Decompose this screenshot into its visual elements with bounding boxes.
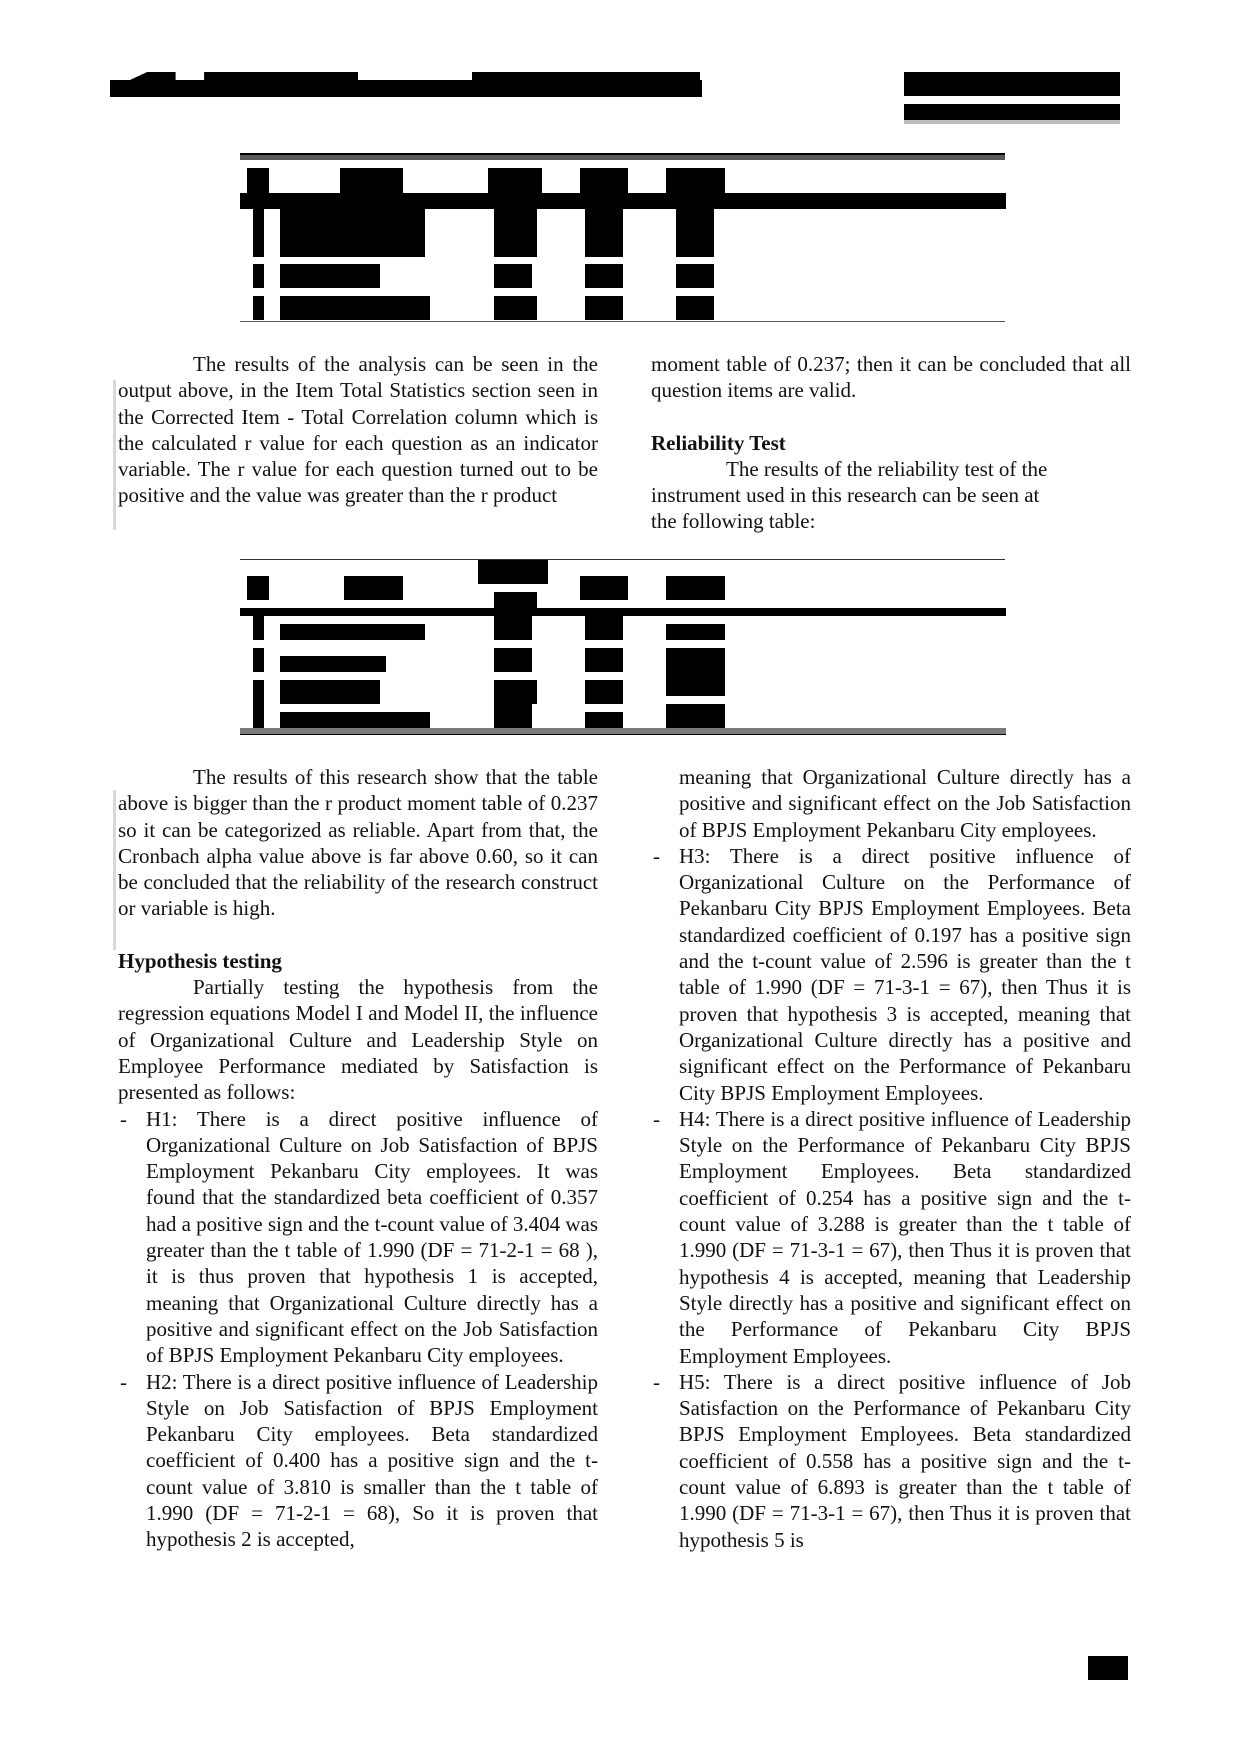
table2-r1-no <box>253 616 264 640</box>
table1-r3-c3 <box>494 296 537 320</box>
issn-subline-fade <box>904 120 1120 124</box>
table2-header-rule <box>240 608 1006 616</box>
table2-r1-c3 <box>494 616 532 640</box>
journal-title-redaction <box>110 80 702 97</box>
hypothesis-testing-heading: Hypothesis testing <box>118 948 282 973</box>
table2-header-cronbach <box>478 560 548 584</box>
table1-header-rule <box>240 193 1006 209</box>
table1-header-col3 <box>488 168 542 193</box>
table2-header-col5 <box>666 576 725 600</box>
table1-r1-c5 <box>676 209 714 257</box>
table1-header-col4 <box>580 168 628 193</box>
table2-r3-c4 <box>585 680 623 704</box>
reliability-intro-line2: the following table: <box>651 509 816 534</box>
hypothesis-item-h3 <box>651 843 1131 1106</box>
hypothesis-item-h1 <box>118 1106 598 1369</box>
table1-r1-no <box>253 209 264 257</box>
list-bullet: - <box>653 1369 660 1394</box>
issn-block-redaction <box>904 72 1120 96</box>
hypothesis-item-h2 <box>118 1369 598 1553</box>
scan-edge-marks-left <box>113 380 116 530</box>
table2-bottom-rule <box>240 728 1006 735</box>
reliability-results-paragraph: The results of this research show that the table above is bigger than the r product moment table of 0.237 so it can be categorized as reliable. Apart from that, the Cronbach alpha value above is far above 0.60, so it can be concluded that the reliability of the research construct or variable is high. <box>118 765 598 921</box>
table2-r1-c4 <box>585 616 623 640</box>
table1-bottom-rule <box>240 321 1005 322</box>
table1-r3-no <box>253 296 264 320</box>
table1-header-no <box>247 168 269 193</box>
hypothesis-text: H3: There is a direct positive influence of Organizational Culture on the Performance of Pekanbaru City BPJS Employment Employees. Beta standardized coefficient of 0.197 has a positive sign and the t-count value of 2.596 is greater than the t table of 1.990 (DF = 71-3-1 = 67), then Thus it is proven that hypothesis 3 is accepted, meaning that Organizational Culture directly has a positive and significant effect on the Performance of Pekanbaru City BPJS Employment Employees. <box>679 843 1131 1105</box>
table1-r2-c3 <box>494 264 532 288</box>
table2-r2-c5 <box>666 648 725 696</box>
table2-r2-no <box>253 648 264 672</box>
list-bullet: - <box>120 1106 127 1131</box>
hypothesis-text: H4: There is a direct positive influence of Leadership Style on the Performance of Pekanbaru City BPJS Employment Employees. Beta standardized coefficient of 0.254 has a positive sign and the t-count value of 3.288 is greater than the t table of 1.990 (DF = 71-3-1 = 67), then Thus it is proven that hypothesis 4 is accepted, meaning that Leadership Style directly has a positive and significant effect on the Performance of Pekanbaru City BPJS Employment Employees. <box>679 1106 1131 1368</box>
table1-r1-c4 <box>585 209 623 257</box>
table2-r4-name <box>280 712 430 728</box>
left-column-bottom <box>118 764 598 1553</box>
table2-r1-name <box>280 624 425 640</box>
hypothesis-item-h5 <box>651 1369 1131 1553</box>
table2-header-no <box>247 576 269 600</box>
table1-r2-name <box>280 264 380 288</box>
table1-r2-c5 <box>676 264 714 288</box>
table2-r4-c3 <box>494 704 532 728</box>
right-column-bottom <box>651 764 1131 1553</box>
table1-r3-name <box>280 296 430 320</box>
list-bullet: - <box>653 1106 660 1131</box>
table2-r4-c5 <box>666 704 725 728</box>
table2-r2-name <box>280 656 386 672</box>
list-bullet: - <box>120 1369 127 1394</box>
table1-r1-name <box>280 209 425 257</box>
table1-top-rule <box>240 153 1005 160</box>
scan-edge-marks-left-2 <box>113 790 116 950</box>
table2-r3-c3 <box>494 680 537 704</box>
table2-header-variable <box>344 576 403 600</box>
table2-r4-c4 <box>585 712 623 728</box>
hypothesis-text: meaning that Organizational Culture directly has a positive and significant effect on the Job Satisfaction of BPJS Employment Pekanbaru City employees. <box>679 765 1131 842</box>
item-total-statistics-paragraph: The results of the analysis can be seen in the output above, in the Item Total Statistics section seen in the Corrected Item - Total Correlation column which is the calculated r value for each question as an indicator variable. The r value for each question turned out to be positive and the value was greater than the r product <box>118 352 598 508</box>
hypothesis-text: H2: There is a direct positive influence of Leadership Style on Job Satisfaction of BPJS Employment Pekanbaru City employees. Beta standardized coefficient of 0.400 has a positive sign and the t-count value of 3.810 is smaller than the t table of 1.990 (DF = 71-2-1 = 68), So it is proven that hypothesis 2 is accepted, <box>146 1369 598 1552</box>
hypothesis-text: H1: There is a direct positive influence of Organizational Culture on Job Satisfaction of BPJS Employment Pekanbaru City employees. It was found that the standardized beta coefficient of 0.357 had a positive sign and the t-count value of 3.404 was greater than the t table of 1.990 (DF = 71-2-1 = 68 ), it is thus proven that hypothesis 1 is accepted, meaning that Organizational Culture directly has a positive and significant effect on the Job Satisfaction of BPJS Employment Pekanbaru City employees. <box>146 1106 598 1368</box>
hypothesis-text: H5: There is a direct positive influence of Job Satisfaction on the Performance of Pekanbaru City BPJS Employment Employees. Beta standardized coefficient of 0.558 has a positive sign and the t-count value of 6.893 is greater than the t table of 1.990 (DF = 71-3-1 = 67), then Thus it is proven that hypothesis 5 is <box>679 1369 1131 1552</box>
reliability-test-heading: Reliability Test <box>651 430 786 455</box>
issn-subline-redaction <box>904 104 1120 120</box>
table2-top-rule <box>240 559 1005 560</box>
right-column-top <box>651 351 1131 535</box>
table2-r2-c3 <box>494 648 532 672</box>
hypothesis-item-h4 <box>651 1106 1131 1369</box>
table1-r2-no <box>253 264 264 288</box>
table1-r3-c5 <box>676 296 714 320</box>
table2-header-cronbach2 <box>494 592 537 608</box>
table1-r3-c4 <box>585 296 623 320</box>
journal-title-redaction-top <box>130 72 700 80</box>
hypothesis-intro-paragraph: Partially testing the hypothesis from the regression equations Model I and Model II, the influence of Organizational Culture and Leadership Style on Employee Performance mediated by Satisfaction is presented as follows: <box>118 975 598 1105</box>
table2-r1-c5 <box>666 624 725 640</box>
table1-header-variable <box>340 168 403 193</box>
left-column-top <box>118 351 598 509</box>
table1-header-col5 <box>666 168 725 193</box>
reliability-intro-line: The results of the reliability test of the instrument used in this research can be seen at <box>651 456 1048 508</box>
table1-r2-c4 <box>585 264 623 288</box>
table2-header-col4 <box>580 576 628 600</box>
table1-r1-c3 <box>494 209 537 257</box>
table2-r2-c4 <box>585 648 623 672</box>
page-number-redaction <box>1088 1656 1128 1680</box>
hypothesis-item-h2-continued <box>651 764 1131 843</box>
table2-r3-no <box>253 680 264 728</box>
list-bullet: - <box>653 843 660 868</box>
table2-r3-name <box>280 680 380 704</box>
validity-conclusion-paragraph: moment table of 0.237; then it can be concluded that all question items are valid. <box>651 352 1131 403</box>
